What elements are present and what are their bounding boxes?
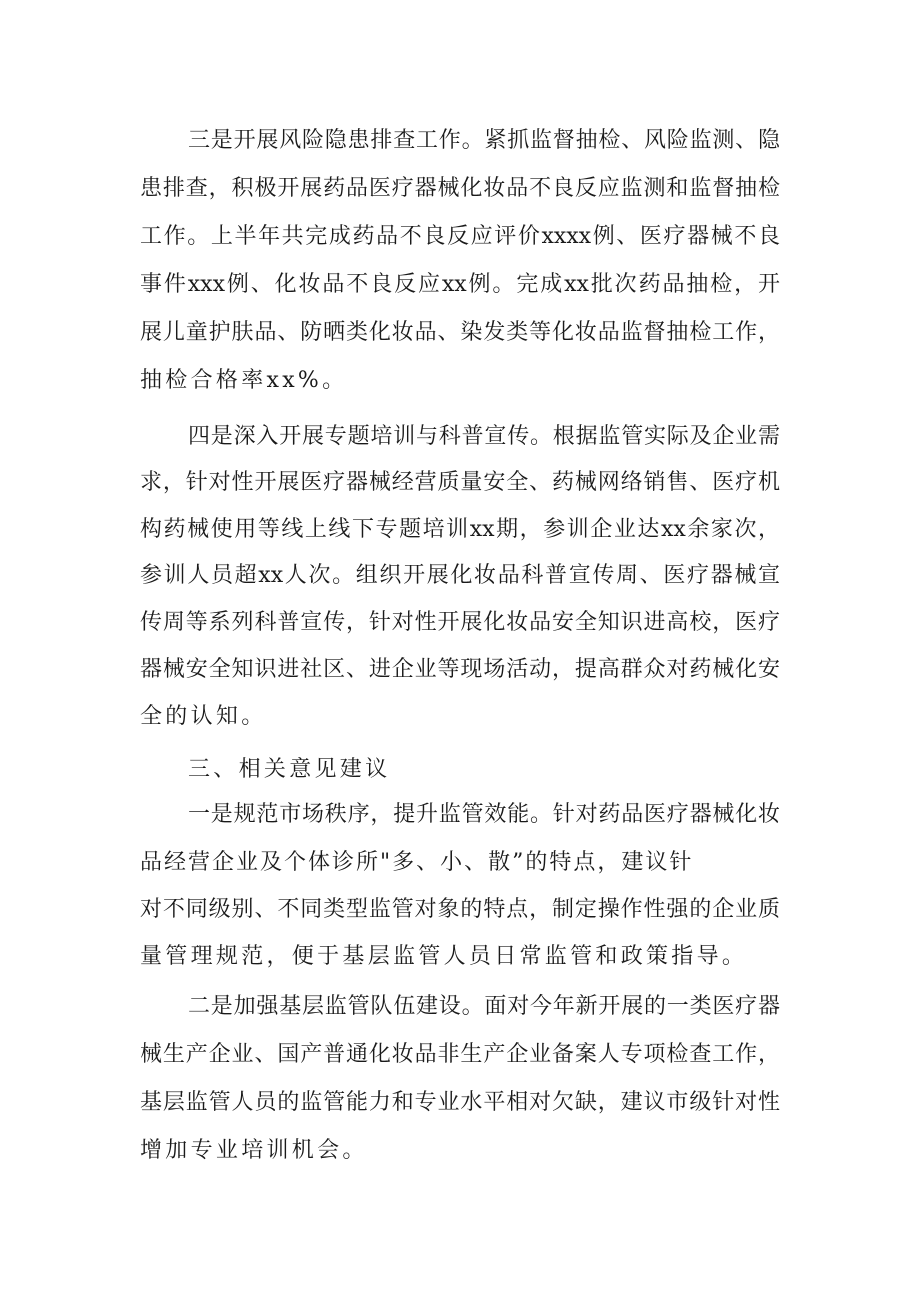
paragraph-line: 患排查，积极开展药品医疗器械化妆品不良反应监测和监督抽检: [140, 176, 780, 201]
paragraph-line: 求，针对性开展医疗器械经营质量安全、药械网络销售、医疗机: [140, 470, 780, 495]
paragraph-line: 传周等系列科普宣传，针对性开展化妆品安全知识进高校，医疗: [140, 610, 780, 635]
paragraph-line: 事件xxx例、化妆品不良反应xx例。完成xx批次药品抽检，开: [140, 272, 780, 297]
paragraph-line: 全的认知。: [140, 704, 267, 729]
paragraph-line: 械生产企业、国产普通化妆品非生产企业备案人专项检查工作，: [140, 1042, 780, 1067]
paragraph-line: 抽检合格率xx%。: [140, 368, 348, 393]
paragraph-line: 参训人员超xx人次。组织开展化妆品科普宣传周、医疗器械宣: [140, 563, 780, 588]
paragraph-line: 构药械使用等线上线下专题培训xx期，参训企业达xx余家次，: [140, 517, 780, 542]
paragraph-line: 品经营企业及个体诊所"多、小、散”的特点，建议针: [140, 850, 694, 875]
paragraph-line: 基层监管人员的监管能力和专业水平相对欠缺，建议市级针对性: [140, 1090, 780, 1115]
paragraph-line: 二是加强基层监管队伍建设。面对今年新开展的一类医疗器: [188, 994, 780, 1019]
paragraph-line: 四是深入开展专题培训与科普宣传。根据监管实际及企业需: [188, 424, 780, 449]
paragraph-line: 工作。上半年共完成药品不良反应评价xxxx例、医疗器械不良: [140, 224, 780, 249]
section-heading: 三、相关意见建议: [188, 757, 391, 782]
paragraph-line: 增加专业培训机会。: [140, 1138, 368, 1163]
paragraph-line: 展儿童护肤品、防晒类化妆品、染发类等化妆品监督抽检工作，: [140, 320, 780, 345]
paragraph-line: 器械安全知识进社区、进企业等现场活动，提高群众对药械化安: [140, 657, 780, 682]
paragraph-line: 三是开展风险隐患排查工作。紧抓监督抽检、风险监测、隐: [188, 128, 780, 153]
paragraph-line: 一是规范市场秩序，提升监管效能。针对药品医疗器械化妆: [188, 802, 780, 827]
paragraph-line: 量管理规范，便于基层监管人员日常监管和政策指导。: [140, 944, 748, 969]
paragraph-line: 对不同级别、不同类型监管对象的特点，制定操作性强的企业质: [140, 897, 780, 922]
